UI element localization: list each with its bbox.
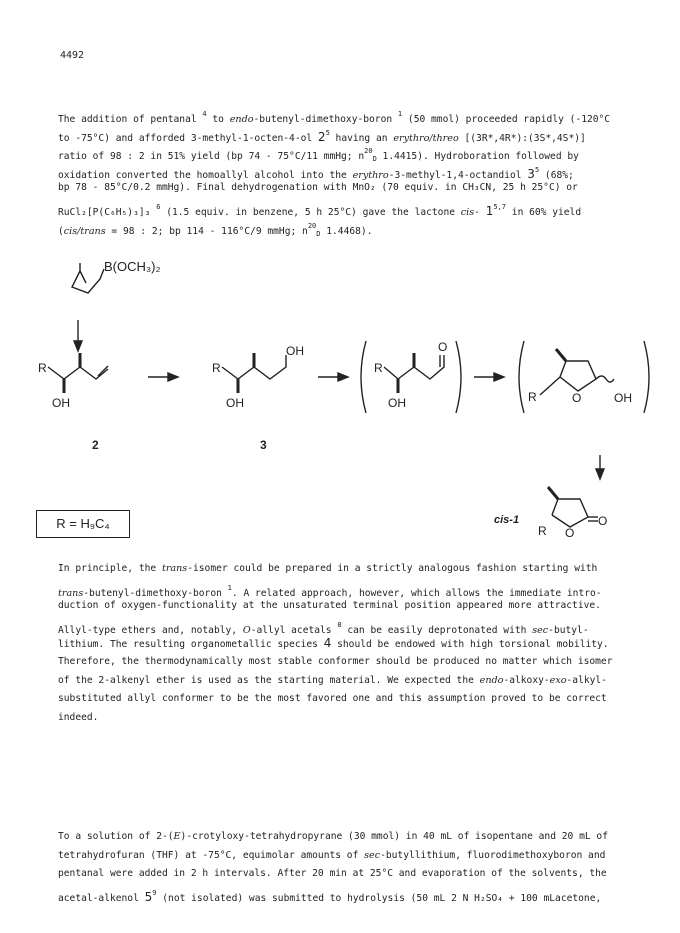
svg-text:O: O xyxy=(598,514,608,528)
right-arrow-3 xyxy=(474,373,504,381)
svg-text:O: O xyxy=(438,340,448,354)
down-arrow-2 xyxy=(596,455,604,479)
svg-text:O: O xyxy=(572,391,582,405)
svg-text:R: R xyxy=(212,361,221,375)
lactol-intermediate-structure xyxy=(519,341,649,413)
svg-text:B(OCH₃)₂: B(OCH₃)₂ xyxy=(104,259,161,274)
svg-text:3: 3 xyxy=(260,438,267,452)
svg-text:cis-1: cis-1 xyxy=(494,514,520,526)
aldehyde-intermediate-structure xyxy=(361,340,461,413)
svg-text:OH: OH xyxy=(286,344,304,358)
compound-3-structure xyxy=(212,344,304,452)
right-arrow-1 xyxy=(148,373,178,381)
paragraph-trans-isomer: In principle, the trans-isomer could be prepared in a strictly analogous fashion starting with trans-butenyl-dimethoxy-boron $^1$. A related approach, however, which allows the immediate intro- duction of oxygen-functionality at the unsaturated terminal position appeared more attractive. Allyl-type ethers and, notably, O-allyl acetals $^8$ can be easily deprotonated with sec-butyl- lithium. The resulting organometallic species 4 should be endowed with high torsional mobility. Therefore, the thermodynamically most stable conformer should be produced no matter which isomer of the 2-alkenyl ether is used as the starting material. We expected the endo-alkoxy-exo-alkyl- substituted allyl conformer to be the most favored one and this assumption proved to be correct indeed. xyxy=(58,563,613,723)
page-number: 4492 xyxy=(60,50,85,61)
cis-1-lactone-structure xyxy=(494,487,607,540)
paragraph-procedure: To a solution of 2-(E)-crotyloxy-tetrahydropyrane (30 mmol) in 40 mL of isopentane and 20 mL of tetrahydrofuran (THF) at -75°C, equimolar amounts of sec-butyllithium, fluorodimethoxyboron and pentanal were added in 2 h intervals. After 20 min at 25°C and evaporation of the solvents, the acetal-alkenol $5^9$ (not isolated) was submitted to hydrolysis (50 mL 2 N H₂SO₄ + 100 mLacetone, xyxy=(58,831,608,904)
svg-text:R: R xyxy=(538,524,547,538)
svg-text:R: R xyxy=(528,390,537,404)
svg-text:OH: OH xyxy=(226,396,244,410)
svg-text:OH: OH xyxy=(388,396,406,410)
paragraph-synthesis: The addition of pentanal $^4$ to endo-butenyl-dimethoxy-boron $^1$ (50 mmol) proceeded rapidly (-120°C to -75°C) and afforded 3-methyl-1-octen-4-ol $2^5$ having an erythro/threo [(3R*,4R*):(3S*,4S*)] ratio of 98 : 2 in 51% yield (bp 74 - 75°C/11 mmHg; $n^{20}_D$ 1.4415). Hydroboration followed by oxidation converted the homoallyl alcohol into the erythro-3-methyl-1,4-octandiol $3^5$ (68%; bp 78 - 85°C/0.2 mmHg). Final dehydrogenation with MnO₂ (70 equiv. in CH₃CN, 25 h 25°C) or RuCl₂[P(C₆H₅)₃]₃ $^6$ (1.5 equiv. in benzene, 5 h 25°C) gave the lactone cis- 1$^{5,7}$ in 60% yield (cis/trans = 98 : 2; bp 114 - 116°C/9 mmHg; $n^{20}_D$ 1.4468). xyxy=(58,110,611,238)
right-arrow-2 xyxy=(318,373,348,381)
svg-text:R: R xyxy=(374,361,383,375)
compound-2-structure xyxy=(38,353,108,452)
svg-text:2: 2 xyxy=(92,438,99,452)
svg-text:OH: OH xyxy=(614,391,632,405)
r-definition-box: R = H₉C₄ xyxy=(36,510,130,538)
svg-text:R: R xyxy=(38,361,47,375)
svg-text:O: O xyxy=(565,526,575,540)
down-arrow-1 xyxy=(74,320,82,351)
reaction-scheme xyxy=(0,245,680,545)
crotylboron-structure xyxy=(72,259,161,293)
svg-text:OH: OH xyxy=(52,396,70,410)
